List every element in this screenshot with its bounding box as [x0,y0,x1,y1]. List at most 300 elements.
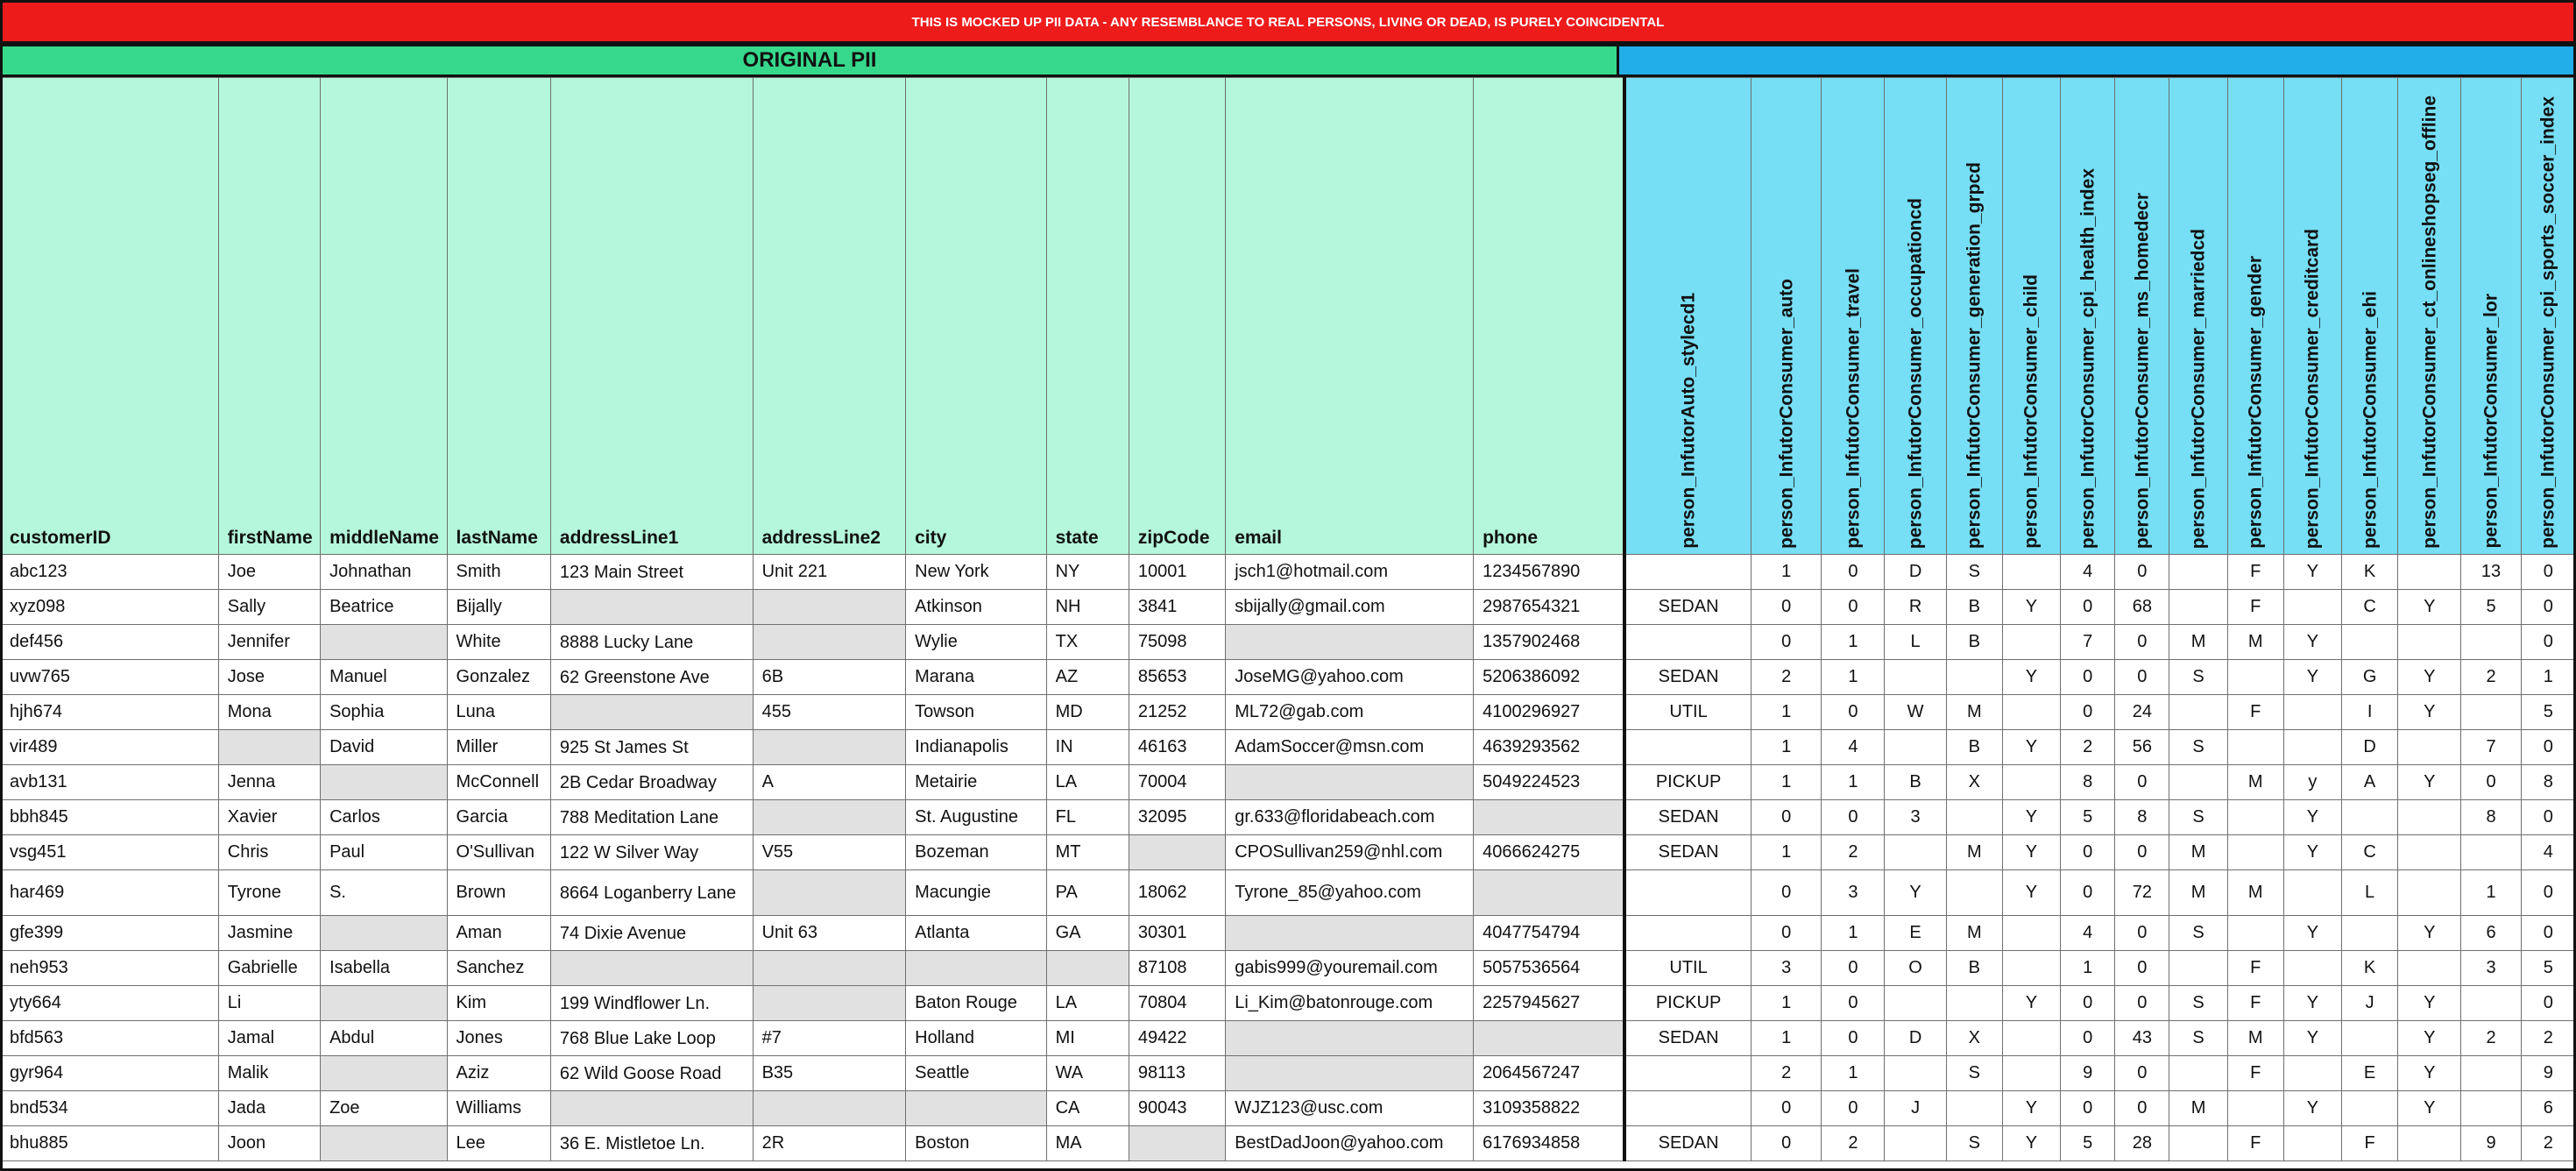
table-cell[interactable]: 2 [1752,1056,1822,1091]
table-cell[interactable]: B [1946,590,2002,625]
table-cell[interactable]: Li_Kim@batonrouge.com [1226,986,1474,1021]
table-cell[interactable] [2169,555,2227,590]
table-cell[interactable]: 2 [1752,660,1822,695]
table-cell[interactable] [2227,660,2283,695]
table-cell[interactable] [2227,1091,2283,1126]
table-cell[interactable]: S [1946,1056,2002,1091]
table-cell[interactable]: J [2342,986,2398,1021]
table-cell[interactable]: Jasmine [218,916,320,951]
column-header[interactable] [2115,78,2169,555]
table-cell[interactable]: 3 [2461,951,2521,986]
table-cell[interactable]: SEDAN [1624,1126,1751,1161]
table-cell[interactable]: 0 [2115,660,2169,695]
table-cell[interactable]: 1 [1752,555,1822,590]
table-cell[interactable]: E [2342,1056,2398,1091]
table-cell[interactable]: Y [2398,1091,2461,1126]
table-cell[interactable]: 7 [2461,730,2521,765]
table-cell[interactable]: 68 [2115,590,2169,625]
table-cell[interactable]: 2 [1822,1126,1885,1161]
column-header[interactable] [1129,78,1225,555]
table-cell[interactable] [1226,1056,1474,1091]
table-cell[interactable]: S. [321,870,447,916]
table-cell[interactable]: Aman [447,916,550,951]
table-cell[interactable]: Y [2283,660,2341,695]
column-header[interactable] [2061,78,2115,555]
table-cell[interactable]: 1 [2061,951,2115,986]
table-cell[interactable]: 3 [1885,800,1946,835]
table-cell[interactable]: L [2342,870,2398,916]
table-cell[interactable] [2227,835,2283,870]
table-cell[interactable] [2002,916,2060,951]
table-cell[interactable]: 0 [1752,916,1822,951]
table-cell[interactable]: 455 [753,695,906,730]
table-cell[interactable]: hjh674 [1,695,219,730]
table-cell[interactable]: S [2169,660,2227,695]
table-cell[interactable]: 7 [2061,625,2115,660]
table-cell[interactable] [2169,951,2227,986]
table-cell[interactable]: Y [2398,1056,2461,1091]
table-cell[interactable]: Y [2398,986,2461,1021]
table-cell[interactable]: 87108 [1129,951,1225,986]
table-cell[interactable] [1474,800,1625,835]
table-cell[interactable]: 788 Meditation Lane [550,800,753,835]
table-cell[interactable] [1226,625,1474,660]
table-cell[interactable]: Baton Rouge [906,986,1046,1021]
table-cell[interactable] [2169,1126,2227,1161]
table-cell[interactable] [2002,951,2060,986]
table-cell[interactable] [550,951,753,986]
table-cell[interactable]: Bijally [447,590,550,625]
table-cell[interactable]: B [1885,765,1946,800]
table-cell[interactable]: gr.633@floridabeach.com [1226,800,1474,835]
table-cell[interactable] [2227,730,2283,765]
table-cell[interactable] [1624,870,1751,916]
table-cell[interactable]: Y [2002,870,2060,916]
table-cell[interactable]: B35 [753,1056,906,1091]
table-cell[interactable] [1885,986,1946,1021]
table-cell[interactable] [2169,695,2227,730]
table-cell[interactable]: Manuel [321,660,447,695]
table-cell[interactable]: 122 W Silver Way [550,835,753,870]
table-cell[interactable]: Isabella [321,951,447,986]
table-cell[interactable]: M [2169,870,2227,916]
table-cell[interactable]: BestDadJoon@yahoo.com [1226,1126,1474,1161]
table-cell[interactable]: Y [2002,986,2060,1021]
table-cell[interactable]: X [1946,1021,2002,1056]
table-cell[interactable] [321,916,447,951]
table-cell[interactable] [2283,730,2341,765]
table-cell[interactable]: Y [2002,660,2060,695]
table-cell[interactable]: 5 [2061,800,2115,835]
table-cell[interactable]: Malik [218,1056,320,1091]
table-cell[interactable]: 98113 [1129,1056,1225,1091]
column-header[interactable] [218,78,320,555]
table-cell[interactable] [1129,835,1225,870]
table-cell[interactable] [753,625,906,660]
table-cell[interactable] [2461,986,2521,1021]
table-cell[interactable]: 5057536564 [1474,951,1625,986]
table-cell[interactable]: 43 [2115,1021,2169,1056]
table-cell[interactable]: Brown [447,870,550,916]
table-cell[interactable]: CPOSullivan259@nhl.com [1226,835,1474,870]
table-cell[interactable]: #7 [753,1021,906,1056]
table-cell[interactable]: 2064567247 [1474,1056,1625,1091]
table-cell[interactable] [321,625,447,660]
table-cell[interactable]: Marana [906,660,1046,695]
table-cell[interactable]: Atlanta [906,916,1046,951]
table-cell[interactable] [1885,835,1946,870]
table-cell[interactable]: 1357902468 [1474,625,1625,660]
table-cell[interactable]: 4639293562 [1474,730,1625,765]
table-cell[interactable]: McConnell [447,765,550,800]
table-cell[interactable]: 0 [1822,590,1885,625]
table-cell[interactable]: NY [1046,555,1129,590]
table-cell[interactable]: 1 [1822,765,1885,800]
table-cell[interactable]: 2 [2061,730,2115,765]
table-cell[interactable]: 0 [2061,1091,2115,1126]
table-cell[interactable]: F [2227,1126,2283,1161]
table-cell[interactable] [2461,1056,2521,1091]
table-cell[interactable] [2398,835,2461,870]
table-cell[interactable] [2169,1056,2227,1091]
table-cell[interactable]: F [2227,986,2283,1021]
table-cell[interactable]: M [1946,695,2002,730]
table-cell[interactable]: J [1885,1091,1946,1126]
table-cell[interactable]: M [1946,916,2002,951]
table-cell[interactable] [2283,695,2341,730]
table-cell[interactable]: Garcia [447,800,550,835]
table-cell[interactable]: Indianapolis [906,730,1046,765]
table-cell[interactable] [1624,916,1751,951]
table-cell[interactable]: Williams [447,1091,550,1126]
column-header[interactable] [1752,78,1822,555]
table-cell[interactable]: Unit 63 [753,916,906,951]
table-cell[interactable]: F [2342,1126,2398,1161]
table-cell[interactable]: 9 [2061,1056,2115,1091]
table-cell[interactable]: 46163 [1129,730,1225,765]
table-cell[interactable]: M [2227,765,2283,800]
table-cell[interactable] [218,730,320,765]
table-cell[interactable]: D [2342,730,2398,765]
table-cell[interactable]: 3 [1822,870,1885,916]
table-cell[interactable]: 0 [2061,1021,2115,1056]
table-cell[interactable] [1946,986,2002,1021]
table-cell[interactable]: SEDAN [1624,1021,1751,1056]
table-cell[interactable]: Jada [218,1091,320,1126]
table-cell[interactable]: M [2169,835,2227,870]
table-cell[interactable]: S [1946,555,2002,590]
table-cell[interactable]: 8888 Lucky Lane [550,625,753,660]
table-cell[interactable] [1946,1091,2002,1126]
table-cell[interactable]: D [1885,555,1946,590]
table-cell[interactable]: sbijally@gmail.com [1226,590,1474,625]
table-cell[interactable]: F [2227,951,2283,986]
table-cell[interactable] [550,695,753,730]
column-header[interactable] [2398,78,2461,555]
column-header[interactable] [1046,78,1129,555]
table-cell[interactable]: WA [1046,1056,1129,1091]
table-cell[interactable]: 4100296927 [1474,695,1625,730]
table-cell[interactable]: 1 [2461,870,2521,916]
table-cell[interactable]: bbh845 [1,800,219,835]
column-header[interactable] [1474,78,1625,555]
table-cell[interactable]: 8 [2115,800,2169,835]
table-cell[interactable]: Boston [906,1126,1046,1161]
table-cell[interactable] [2227,800,2283,835]
table-cell[interactable]: 0 [2061,590,2115,625]
table-cell[interactable] [2002,555,2060,590]
column-header[interactable] [906,78,1046,555]
table-cell[interactable]: Y [2283,625,2341,660]
table-cell[interactable]: 0 [1752,870,1822,916]
table-cell[interactable]: 0 [2115,625,2169,660]
table-cell[interactable] [1226,916,1474,951]
table-cell[interactable] [2002,1021,2060,1056]
table-cell[interactable]: St. Augustine [906,800,1046,835]
table-cell[interactable]: 32095 [1129,800,1225,835]
table-cell[interactable]: 70804 [1129,986,1225,1021]
table-cell[interactable]: David [321,730,447,765]
table-cell[interactable]: M [1946,835,2002,870]
table-cell[interactable] [2398,870,2461,916]
table-cell[interactable]: C [2342,835,2398,870]
table-cell[interactable]: 1 [1752,835,1822,870]
table-cell[interactable]: 0 [1752,590,1822,625]
table-cell[interactable]: Abdul [321,1021,447,1056]
table-cell[interactable]: 925 St James St [550,730,753,765]
table-cell[interactable]: FL [1046,800,1129,835]
table-cell[interactable]: Y [2002,1126,2060,1161]
table-cell[interactable]: 0 [2521,590,2575,625]
table-cell[interactable]: G [2342,660,2398,695]
table-cell[interactable]: Aziz [447,1056,550,1091]
table-cell[interactable]: 0 [1752,625,1822,660]
table-cell[interactable]: 0 [2115,765,2169,800]
table-cell[interactable]: 6176934858 [1474,1126,1625,1161]
table-cell[interactable] [321,765,447,800]
table-cell[interactable]: 0 [2521,730,2575,765]
table-cell[interactable]: Chris [218,835,320,870]
table-cell[interactable]: 0 [1752,1126,1822,1161]
table-cell[interactable] [2283,590,2341,625]
table-cell[interactable]: 1 [1822,625,1885,660]
table-cell[interactable]: MA [1046,1126,1129,1161]
table-cell[interactable]: 1 [1822,916,1885,951]
table-cell[interactable] [2342,800,2398,835]
table-cell[interactable]: 4047754794 [1474,916,1625,951]
table-cell[interactable]: 2 [2461,1021,2521,1056]
table-cell[interactable]: 199 Windflower Ln. [550,986,753,1021]
table-cell[interactable] [1624,1056,1751,1091]
column-header[interactable] [321,78,447,555]
table-cell[interactable]: Paul [321,835,447,870]
table-cell[interactable]: 2 [1822,835,1885,870]
table-cell[interactable]: A [753,765,906,800]
table-cell[interactable]: 56 [2115,730,2169,765]
table-cell[interactable] [550,1091,753,1126]
table-cell[interactable]: 9 [2461,1126,2521,1161]
table-cell[interactable]: 0 [1822,951,1885,986]
table-cell[interactable]: Y [2398,765,2461,800]
table-cell[interactable] [1624,730,1751,765]
table-cell[interactable] [2342,1091,2398,1126]
table-cell[interactable]: O'Sullivan [447,835,550,870]
table-cell[interactable]: 72 [2115,870,2169,916]
table-cell[interactable] [2283,951,2341,986]
table-cell[interactable]: 0 [2061,835,2115,870]
table-cell[interactable] [2283,1126,2341,1161]
table-cell[interactable]: New York [906,555,1046,590]
table-cell[interactable]: SEDAN [1624,660,1751,695]
table-cell[interactable]: Jenna [218,765,320,800]
table-cell[interactable]: bfd563 [1,1021,219,1056]
table-cell[interactable]: Jose [218,660,320,695]
table-cell[interactable]: 18062 [1129,870,1225,916]
table-cell[interactable]: White [447,625,550,660]
table-cell[interactable]: 1 [1752,695,1822,730]
table-cell[interactable]: SEDAN [1624,835,1751,870]
table-cell[interactable]: R [1885,590,1946,625]
table-cell[interactable]: Joe [218,555,320,590]
table-cell[interactable]: 49422 [1129,1021,1225,1056]
table-cell[interactable]: Luna [447,695,550,730]
table-cell[interactable]: Sally [218,590,320,625]
table-cell[interactable]: 5 [2521,951,2575,986]
table-cell[interactable] [2398,730,2461,765]
table-cell[interactable]: K [2342,951,2398,986]
table-cell[interactable]: CA [1046,1091,1129,1126]
table-cell[interactable]: 4 [2521,835,2575,870]
table-cell[interactable] [1226,765,1474,800]
column-header[interactable] [1624,78,1751,555]
table-cell[interactable]: 13 [2461,555,2521,590]
table-cell[interactable] [2002,695,2060,730]
table-cell[interactable]: 0 [1822,695,1885,730]
column-header[interactable] [2169,78,2227,555]
table-cell[interactable]: V55 [753,835,906,870]
table-cell[interactable] [1046,951,1129,986]
table-cell[interactable]: 30301 [1129,916,1225,951]
column-header[interactable] [2521,78,2575,555]
table-cell[interactable]: abc123 [1,555,219,590]
table-cell[interactable] [2283,870,2341,916]
table-cell[interactable]: AZ [1046,660,1129,695]
table-cell[interactable] [2002,625,2060,660]
table-cell[interactable]: 0 [2061,660,2115,695]
table-cell[interactable] [2169,590,2227,625]
table-cell[interactable]: Y [2398,1021,2461,1056]
table-cell[interactable]: 0 [2115,1091,2169,1126]
table-cell[interactable]: Bozeman [906,835,1046,870]
table-cell[interactable]: 0 [2115,1056,2169,1091]
column-header[interactable] [447,78,550,555]
table-cell[interactable]: O [1885,951,1946,986]
table-cell[interactable] [2169,765,2227,800]
column-header[interactable] [2002,78,2060,555]
table-cell[interactable]: X [1946,765,2002,800]
table-cell[interactable]: 3 [1752,951,1822,986]
column-header[interactable] [1885,78,1946,555]
table-cell[interactable]: neh953 [1,951,219,986]
table-cell[interactable]: S [1946,1126,2002,1161]
column-header[interactable] [1822,78,1885,555]
table-cell[interactable]: Y [2283,555,2341,590]
table-cell[interactable]: Wylie [906,625,1046,660]
table-cell[interactable]: S [2169,986,2227,1021]
table-cell[interactable]: 6 [2521,1091,2575,1126]
table-cell[interactable]: Carlos [321,800,447,835]
table-cell[interactable]: 3109358822 [1474,1091,1625,1126]
table-cell[interactable]: Y [1885,870,1946,916]
table-cell[interactable] [1129,1126,1225,1161]
table-cell[interactable]: 36 E. Mistletoe Ln. [550,1126,753,1161]
table-cell[interactable]: yty664 [1,986,219,1021]
table-cell[interactable]: Y [2002,730,2060,765]
table-cell[interactable]: 4 [1822,730,1885,765]
table-cell[interactable]: MT [1046,835,1129,870]
table-cell[interactable]: Y [2283,1021,2341,1056]
table-cell[interactable]: 0 [1822,800,1885,835]
table-cell[interactable]: 62 Wild Goose Road [550,1056,753,1091]
table-cell[interactable]: D [1885,1021,1946,1056]
table-cell[interactable]: M [2227,1021,2283,1056]
table-cell[interactable]: Jamal [218,1021,320,1056]
table-cell[interactable]: Y [2002,1091,2060,1126]
table-cell[interactable]: Metairie [906,765,1046,800]
table-cell[interactable]: 2 [2521,1021,2575,1056]
table-cell[interactable] [2398,1126,2461,1161]
table-cell[interactable]: 2R [753,1126,906,1161]
table-cell[interactable]: 10001 [1129,555,1225,590]
table-cell[interactable]: 85653 [1129,660,1225,695]
table-cell[interactable]: M [2227,625,2283,660]
table-cell[interactable]: y [2283,765,2341,800]
table-cell[interactable] [1946,660,2002,695]
table-cell[interactable]: K [2342,555,2398,590]
table-cell[interactable]: 0 [2521,800,2575,835]
table-cell[interactable] [2461,835,2521,870]
table-cell[interactable]: Zoe [321,1091,447,1126]
table-cell[interactable] [1885,660,1946,695]
table-cell[interactable]: 2B Cedar Broadway [550,765,753,800]
table-cell[interactable]: Seattle [906,1056,1046,1091]
table-cell[interactable]: MI [1046,1021,1129,1056]
table-cell[interactable]: F [2227,695,2283,730]
table-cell[interactable] [2398,625,2461,660]
table-cell[interactable]: bhu885 [1,1126,219,1161]
table-cell[interactable] [1946,870,2002,916]
table-cell[interactable]: 21252 [1129,695,1225,730]
column-header[interactable] [1946,78,2002,555]
table-cell[interactable]: Y [2283,1091,2341,1126]
table-cell[interactable]: Macungie [906,870,1046,916]
table-cell[interactable]: PICKUP [1624,765,1751,800]
table-cell[interactable] [2342,916,2398,951]
table-cell[interactable]: bnd534 [1,1091,219,1126]
column-header[interactable] [2461,78,2521,555]
table-cell[interactable]: 24 [2115,695,2169,730]
table-cell[interactable]: Kim [447,986,550,1021]
table-cell[interactable]: Y [2002,835,2060,870]
table-cell[interactable]: har469 [1,870,219,916]
table-cell[interactable] [1624,625,1751,660]
table-cell[interactable]: 9 [2521,1056,2575,1091]
table-cell[interactable]: 1 [1752,765,1822,800]
table-cell[interactable]: 0 [1822,1021,1885,1056]
table-cell[interactable]: S [2169,800,2227,835]
table-cell[interactable]: S [2169,730,2227,765]
table-cell[interactable]: vir489 [1,730,219,765]
